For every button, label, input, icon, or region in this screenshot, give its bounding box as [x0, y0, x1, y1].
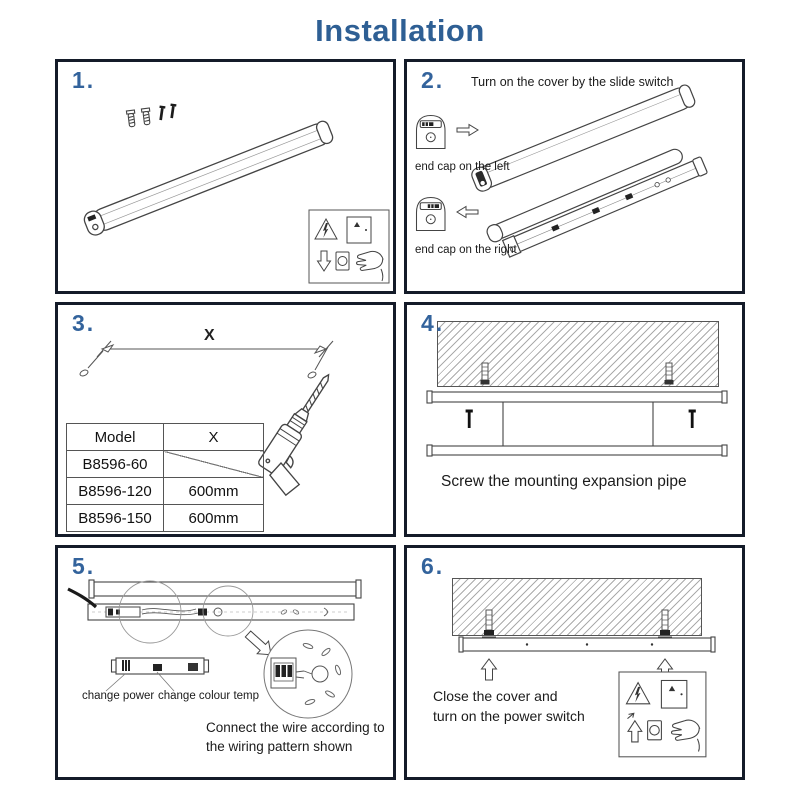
expansion-anchor-icon	[482, 610, 496, 637]
step1-diagram	[58, 62, 393, 291]
table-header-row	[67, 424, 264, 451]
arrow-right-icon	[457, 125, 478, 136]
power-off-warning-icon	[309, 210, 389, 283]
dimension-label: X	[204, 327, 215, 344]
spacing-table	[66, 423, 264, 532]
end-cap-right-icon	[417, 198, 446, 231]
step-number: 3.	[72, 310, 96, 336]
arrow-left-icon	[457, 207, 478, 218]
step5-caption-line1: Connect the wire according to	[206, 720, 385, 735]
mounting-rail-diagram	[427, 391, 727, 456]
drill-icon	[251, 369, 358, 499]
step-panel-5	[55, 545, 396, 780]
step5-caption	[206, 718, 385, 756]
end-cap-left-icon	[417, 116, 446, 149]
step-number: 4.	[421, 310, 445, 336]
table-row	[67, 451, 264, 478]
expansion-anchor-icon	[481, 363, 490, 385]
step6-caption-line2: turn on the power switch	[433, 708, 585, 724]
step4-diagram	[407, 305, 742, 534]
screw-icon	[466, 410, 696, 429]
step-panel-3	[55, 302, 396, 537]
callout-change-power: change power	[82, 690, 155, 702]
step-panel-4	[404, 302, 745, 537]
step6-caption	[433, 686, 585, 726]
step-panel-1	[55, 59, 396, 294]
mounting-hardware-icon	[126, 103, 176, 127]
step-number: 5.	[72, 553, 96, 579]
x-cell: 600mm	[164, 505, 264, 532]
step6-diagram	[407, 548, 742, 777]
table-row	[67, 505, 264, 532]
dimension-line	[79, 341, 333, 379]
model-cell: B8596-120	[67, 478, 164, 505]
x-cell: 600mm	[164, 478, 264, 505]
closed-fixture-diagram	[459, 637, 715, 652]
step-number: 6.	[421, 553, 445, 579]
model-cell: B8596-150	[67, 505, 164, 532]
step2-diagram	[407, 62, 742, 291]
callout-change-colour-temp: change colour temp	[158, 690, 260, 702]
x-cell	[164, 451, 264, 478]
tube-light-diagram	[82, 119, 335, 237]
power-on-warning-icon	[619, 672, 706, 757]
expansion-anchor-icon	[665, 363, 674, 385]
step6-caption-line1: Close the cover and	[433, 688, 558, 704]
arrow-up-icon	[482, 659, 497, 680]
step-number: 2.	[421, 67, 445, 93]
step4-caption: Screw the mounting expansion pipe	[441, 473, 687, 490]
open-tube-base-diagram	[503, 156, 708, 257]
step2-caption: Turn on the cover by the slide switch	[471, 75, 674, 89]
step-number: 1.	[72, 67, 96, 93]
endcap-right-label: end cap on the right	[415, 244, 517, 256]
col-header-x: X	[164, 424, 264, 451]
endcap-left-label: end cap on the left	[415, 161, 510, 173]
step-panel-6	[404, 545, 745, 780]
col-header-model: Model	[67, 424, 164, 451]
model-cell: B8596-60	[67, 451, 164, 478]
expansion-anchor-icon	[658, 610, 672, 637]
step-panel-2	[404, 59, 745, 294]
page-title: Installation	[315, 13, 485, 48]
driver-box-diagram	[106, 658, 209, 691]
step5-caption-line2: the wiring pattern shown	[206, 739, 353, 754]
magnified-wiring-icon	[264, 630, 352, 718]
table-row	[67, 478, 264, 505]
steps-grid	[55, 59, 745, 780]
